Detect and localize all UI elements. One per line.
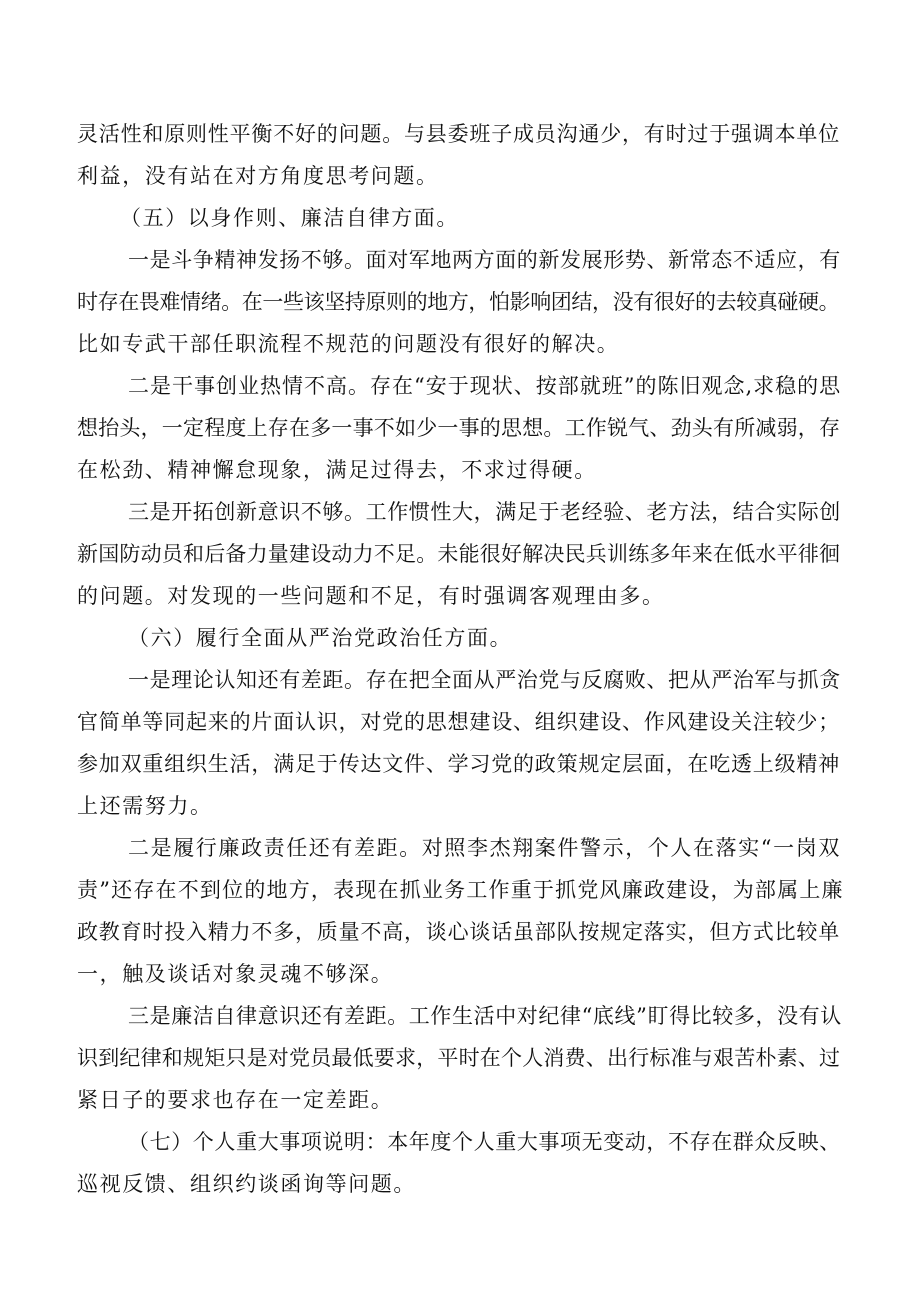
text-line: 二是干事创业热情不高。存在“安于现状、按部就班”的陈旧观念,求稳的思 bbox=[128, 374, 842, 398]
text-line: 上还需努力。 bbox=[77, 794, 213, 818]
text-line: 责”还存在不到位的地方，表现在抓业务工作重于抓党风廉政建设，为部属上廉 bbox=[77, 878, 844, 902]
section-heading: （五）以身作则、廉洁自律方面。 bbox=[120, 206, 459, 230]
text-line: 灵活性和原则性平衡不好的问题。与县委班子成员沟通少，有时过于强调本单位 bbox=[77, 122, 840, 146]
text-line: 巡视反馈、组织约谈函询等问题。 bbox=[77, 1172, 416, 1196]
text-line: 二是履行廉政责任还有差距。对照李杰翔案件警示，个人在落实“一岗双 bbox=[128, 836, 841, 860]
text-line: 比如专武干部任职流程不规范的问题没有很好的解决。 bbox=[77, 332, 620, 356]
text-line: 新国防动员和后备力量建设动力不足。未能很好解决民兵训练多年来在低水平徘徊 bbox=[77, 542, 841, 566]
text-line: 政教育时投入精力不多，质量不高，谈心谈话虽部队按规定落实，但方式比较单 bbox=[77, 920, 840, 944]
section-heading: （六）履行全面从严治党政治任方面。 bbox=[128, 626, 513, 650]
text-line: 识到纪律和规矩只是对党员最低要求，平时在个人消费、出行标准与艰苦朴素、过 bbox=[77, 1046, 841, 1070]
text-line: 想抬头，一定程度上存在多一事不如少一事的思想。工作锐气、劲头有所减弱，存 bbox=[77, 416, 841, 440]
text-line: 一是理论认知还有差距。存在把全面从严治党与反腐败、把从严治军与抓贪 bbox=[128, 668, 841, 692]
text-line: 官简单等同起来的片面认识，对党的思想建设、组织建设、作风建设关注较少； bbox=[77, 710, 840, 734]
text-line: 紧日子的要求也存在一定差距。 bbox=[77, 1088, 394, 1112]
text-line: 三是开拓创新意识不够。工作惯性大，满足于老经验、老方法，结合实际创 bbox=[128, 500, 841, 524]
text-line: 一是斗争精神发扬不够。面对军地两方面的新发展形势、新常态不适应，有 bbox=[128, 248, 841, 272]
text-line: 利益，没有站在对方角度思考问题。 bbox=[77, 164, 439, 188]
section-heading: （七）个人重大事项说明：本年度个人重大事项无变动，不存在群众反映、 bbox=[128, 1130, 841, 1154]
text-line: 在松劲、精神懈怠现象，满足过得去，不求过得硬。 bbox=[77, 458, 597, 482]
text-line: 的问题。对发现的一些问题和不足，有时强调客观理由多。 bbox=[77, 584, 665, 608]
text-line: 三是廉洁自律意识还有差距。工作生活中对纪律“底线”盯得比较多，没有认 bbox=[128, 1004, 842, 1028]
text-line: 参加双重组织生活，满足于传达文件、学习党的政策规定层面，在吃透上级精神 bbox=[77, 752, 840, 776]
text-line: 一，触及谈话对象灵魂不够深。 bbox=[77, 962, 394, 986]
text-line: 时存在畏难情绪。在一些该坚持原则的地方，怕影响团结，没有很好的去较真碰硬。 bbox=[77, 290, 840, 314]
